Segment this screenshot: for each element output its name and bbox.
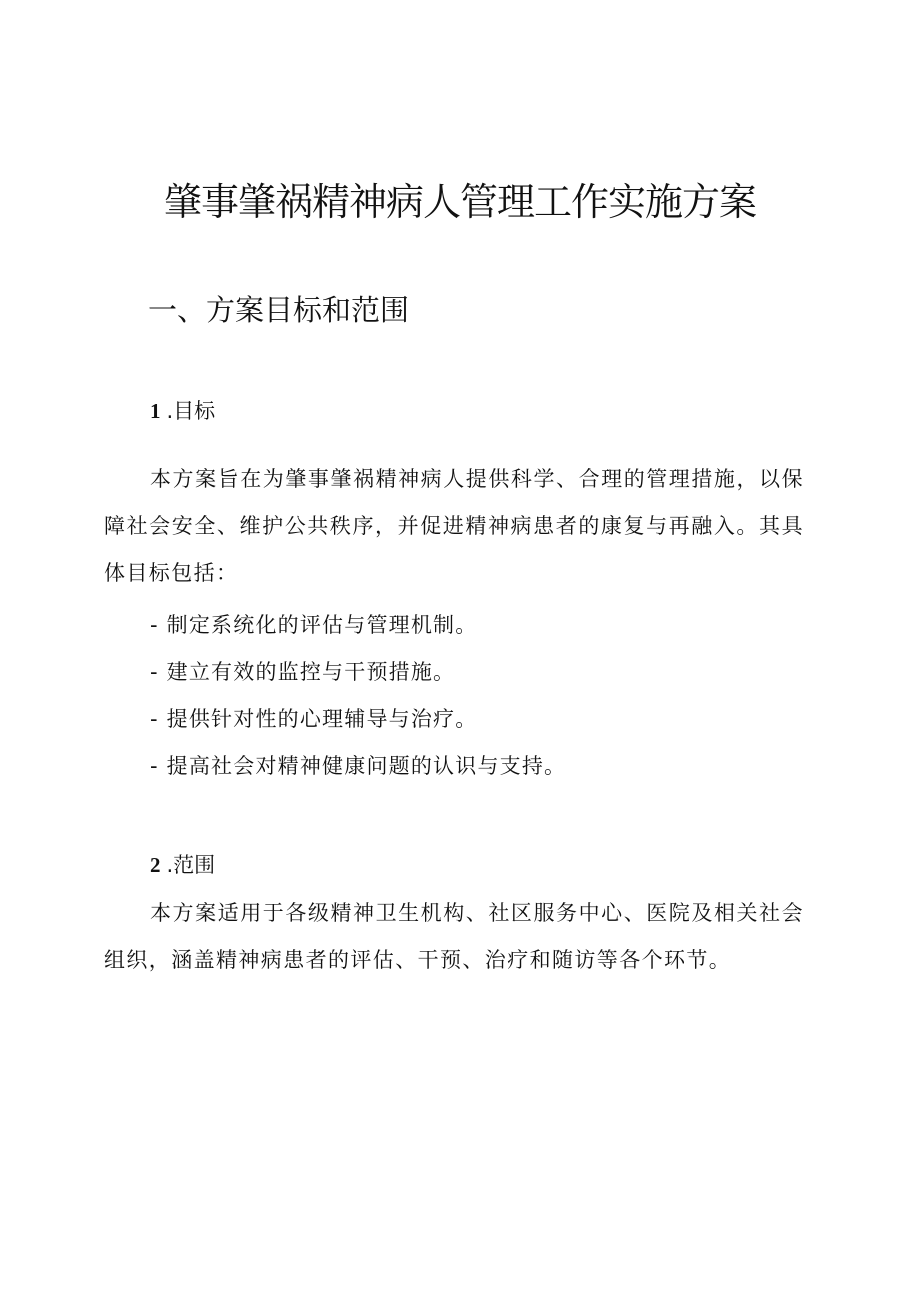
- document-title: 肇事肇祸精神病人管理工作实施方案: [163, 180, 756, 224]
- section-heading-goals-scope: 一、方案目标和范围: [148, 293, 410, 327]
- list-item: - 建立有效的监控与干预措施。: [150, 660, 456, 684]
- scope-paragraph: 本方案适用于各级精神卫生机构、社区服务中心、医院及相关社会组织，涵盖精神病患者的评估、干预、治疗和随访等各个环节。: [104, 901, 804, 972]
- subsection-heading-scope: [150, 850, 215, 880]
- goals-list: [150, 602, 566, 790]
- subsection-number: 1: [150, 399, 161, 423]
- subsection-number: 2: [150, 853, 161, 877]
- subsection-heading-goals: [150, 396, 215, 426]
- goals-paragraph: 本方案旨在为肇事肇祸精神病人提供科学、合理的管理措施，以保障社会安全、维护公共秩序，并促进精神病患者的康复与再融入。其具体目标包括：: [104, 467, 804, 585]
- list-item: - 提高社会对精神健康问题的认识与支持。: [150, 754, 567, 778]
- subsection-label: .目标: [166, 399, 216, 423]
- subsection-label: .范围: [166, 853, 216, 877]
- list-item: - 制定系统化的评估与管理机制。: [150, 613, 478, 637]
- list-item: - 提供针对性的心理辅导与治疗。: [150, 707, 478, 731]
